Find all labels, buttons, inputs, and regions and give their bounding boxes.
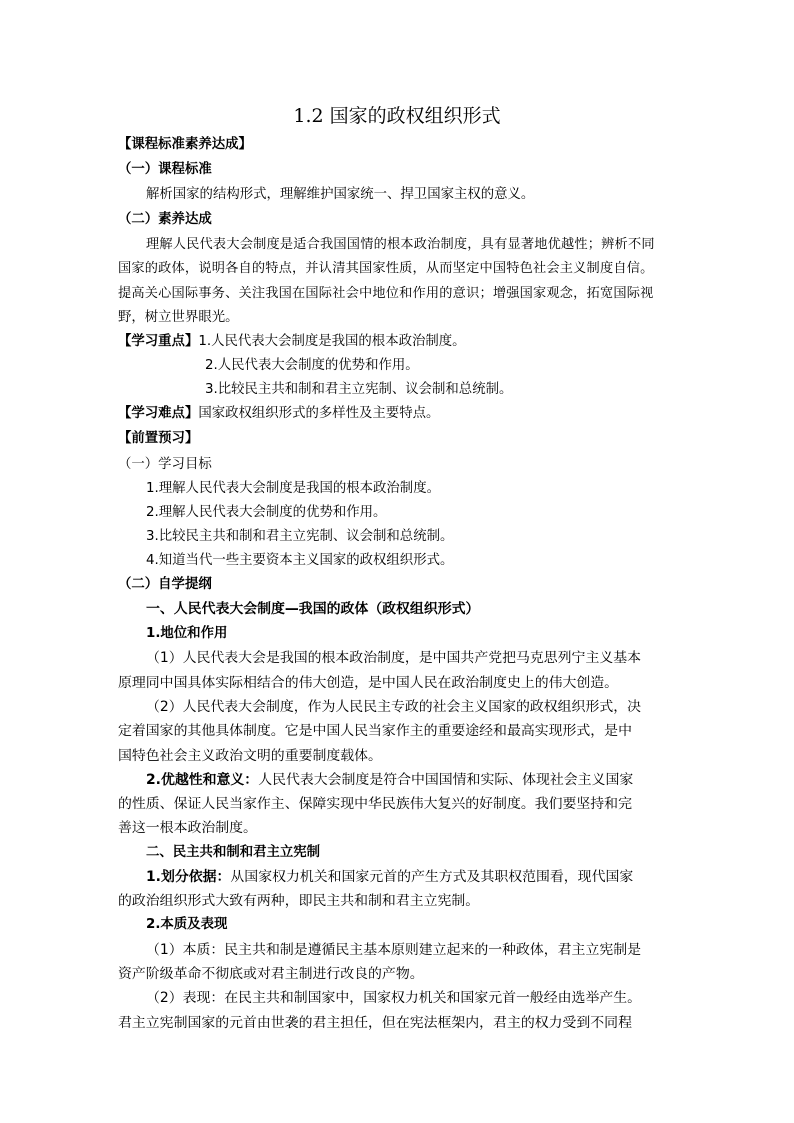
key-points-heading: 【学习重点】 bbox=[118, 334, 199, 349]
difficulty-text: 国家政权组织形式的多样性及主要特点。 bbox=[198, 406, 440, 421]
paragraph-1-line-1: （1）人民代表大会是我国的根本政治制度，是中国共产党把马克思列宁主义基本 bbox=[146, 650, 642, 666]
advantages-line-2: 的性质、保证人民当家作主、保障实现中华民族伟大复兴的好制度。我们要坚持和完 bbox=[118, 796, 632, 812]
page-title: 1.2 国家的政权组织形式 bbox=[293, 105, 501, 127]
goals-heading: （一）学习目标 bbox=[118, 457, 212, 472]
goal-1: 1.理解人民代表大会制度是我国的根本政治制度。 bbox=[146, 481, 440, 496]
paragraph-2-line-3: 国特色社会主义政治文明的重要制度载体。 bbox=[118, 748, 382, 764]
key-point-1: 1.人民代表大会制度是我国的根本政治制度。 bbox=[198, 334, 466, 349]
subheading-literacy: （二）素养达成 bbox=[118, 212, 212, 227]
key-point-3: 3.比较民主共和制和君主立宪制、议会制和总统制。 bbox=[205, 382, 513, 397]
essence-line-1: （1）本质：民主共和制是遵循民主基本原则建立起来的一种政体，君主立宪制是 bbox=[146, 942, 642, 958]
manifestation-line-1: （2）表现：在民主共和制国家中，国家权力机关和国家元首一般经由选举产生。 bbox=[146, 990, 642, 1006]
essence-line-2: 资产阶级革命不彻底或对君主制进行改良的产物。 bbox=[118, 966, 424, 982]
essence-heading: 2.本质及表现 bbox=[146, 917, 228, 932]
advantages-text: 人民代表大会制度是符合中国国情和实际、体现社会主义国家 bbox=[258, 772, 634, 788]
manifestation-line-2: 君主立宪制国家的元首由世袭的君主担任，但在宪法框架内，君主的权力受到不同程 bbox=[118, 1015, 632, 1031]
paragraph-literacy-line-3: 提高关心国际事务、关注我国在国际社会中地位和作用的意识；增强国家观念，拓宽国际视 bbox=[118, 286, 654, 301]
basis-line-2: 的政治组织形式大致有两种，即民主共和制和君主立宪制。 bbox=[118, 893, 480, 909]
advantages-heading: 2.优越性和意义： bbox=[146, 772, 259, 788]
paragraph-1-line-2: 原理同中国具体实际相结合的伟大创造，是中国人民在政治制度史上的伟大创造。 bbox=[118, 675, 619, 691]
difficulty-line bbox=[118, 404, 439, 424]
advantages-line-3: 善这一根本政治制度。 bbox=[118, 820, 257, 836]
goal-3: 3.比较民主共和制和君主立宪制、议会制和总统制。 bbox=[146, 529, 454, 544]
preview-heading: 【前置预习】 bbox=[118, 431, 199, 446]
subheading-status-role: 1.地位和作用 bbox=[146, 626, 228, 641]
key-point-2: 2.人民代表大会制度的优势和作用。 bbox=[205, 358, 419, 373]
goal-2: 2.理解人民代表大会制度的优势和作用。 bbox=[146, 505, 387, 520]
outline-heading: （二）自学提纲 bbox=[118, 577, 212, 592]
basis-heading: 1.划分依据： bbox=[146, 869, 231, 885]
basis-text: 从国家权力机关和国家元首的产生方式及其职权范围看，现代国家 bbox=[230, 869, 634, 885]
paragraph-literacy-line-4: 野，树立世界眼光。 bbox=[118, 310, 239, 325]
difficulty-heading: 【学习难点】 bbox=[118, 406, 199, 421]
paragraph-2-line-2: 定着国家的其他具体制度。它是中国人民当家作主的重要途经和最高实现形式，是中 bbox=[118, 723, 632, 739]
paragraph-literacy-line-1: 理解人民代表大会制度是适合我国国情的根本政治制度，具有显著地优越性；辨析不同 bbox=[146, 237, 655, 252]
advantages-line-1 bbox=[146, 770, 633, 790]
paragraph-literacy-line-2: 国家的政体，说明各自的特点，并认清其国家性质，从而坚定中国特色社会主义制度自信。 bbox=[118, 261, 654, 276]
paragraph-standard: 解析国家的结构形式，理解维护国家统一、捍卫国家主权的意义。 bbox=[146, 187, 535, 202]
section-heading-standards: 【课程标准素养达成】 bbox=[118, 137, 252, 152]
section-1-heading: 一、人民代表大会制度—我国的政体（政权组织形式） bbox=[146, 601, 480, 617]
subheading-curriculum-standard: （一）课程标准 bbox=[118, 162, 212, 177]
section-2-heading: 二、民主共和制和君主立宪制 bbox=[146, 845, 321, 860]
basis-line-1 bbox=[146, 867, 633, 887]
key-points-line-1 bbox=[118, 332, 466, 352]
paragraph-2-line-1: （2）人民代表大会制度，作为人民民主专政的社会主义国家的政权组织形式，决 bbox=[146, 699, 642, 715]
goal-4: 4.知道当代一些主要资本主义国家的政权组织形式。 bbox=[146, 553, 454, 568]
